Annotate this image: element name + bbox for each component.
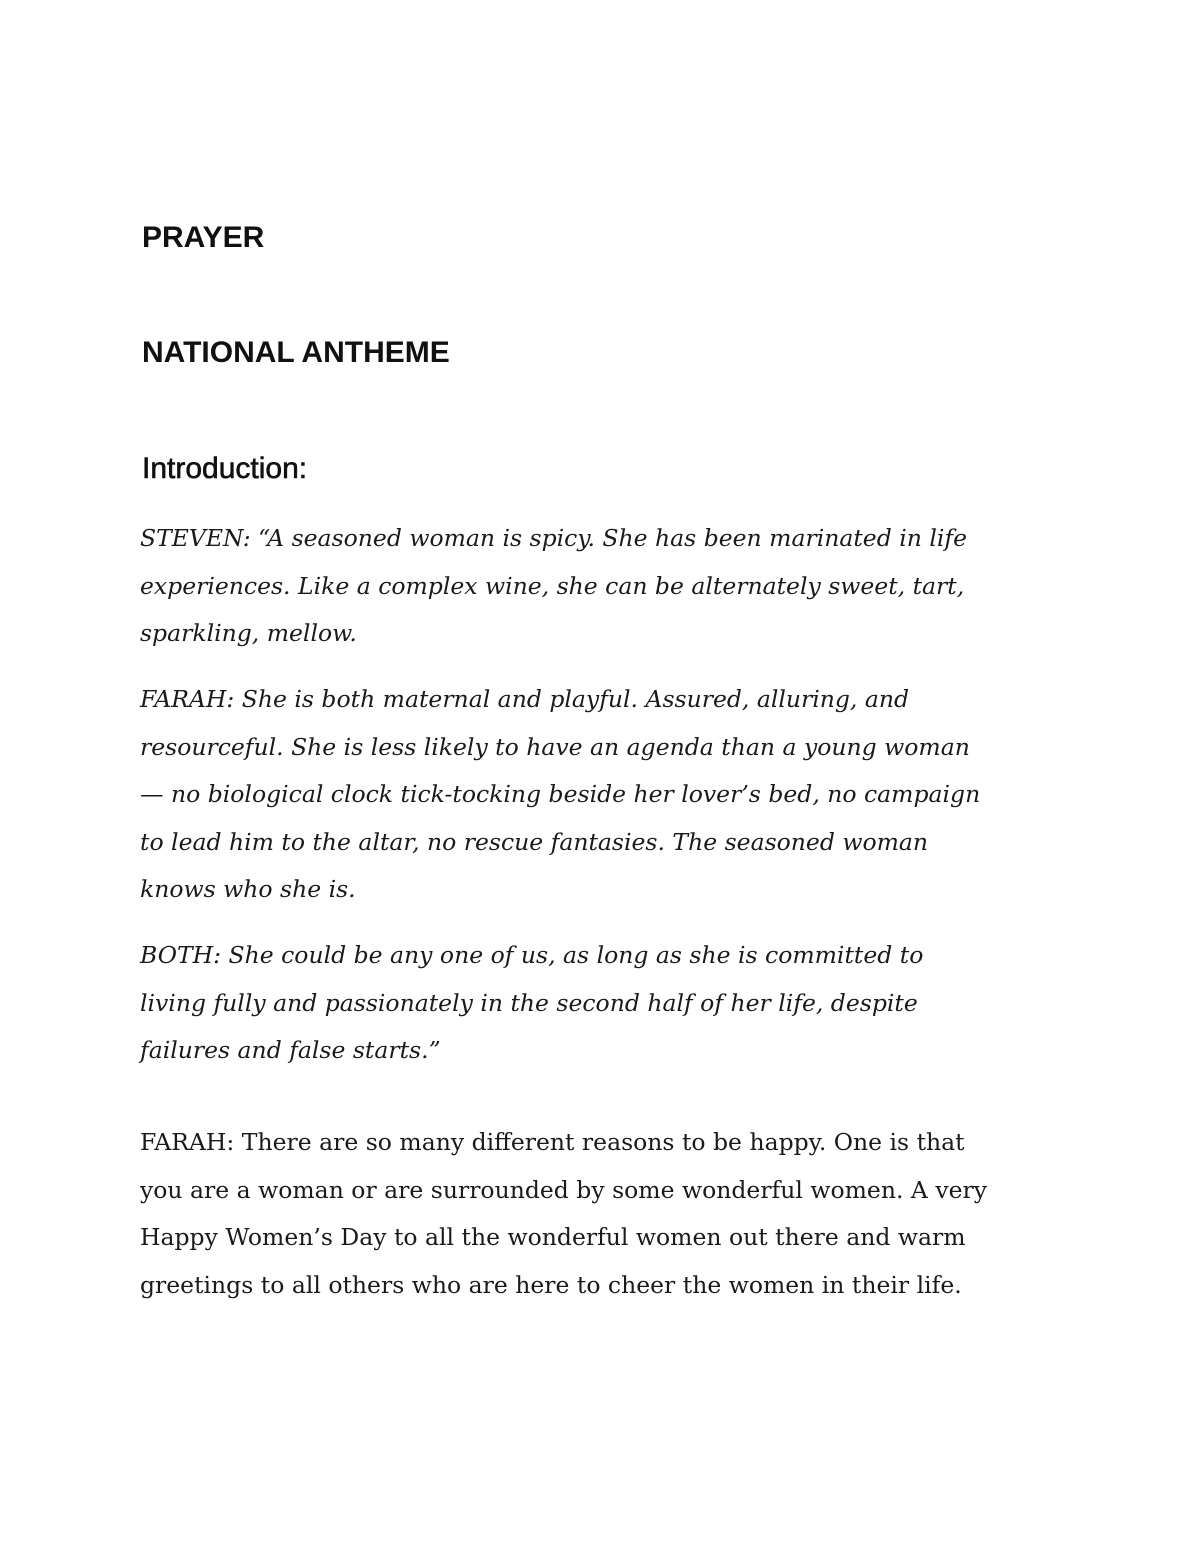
paragraph-line: resourceful. She is less likely to have an agenda than a young woman [140,732,970,761]
paragraph-line: BOTH: She could be any one of us, as long as she is committed to [140,941,924,969]
paragraph-line: FARAH: There are so many different reasons to be happy. One is that [140,1128,965,1156]
paragraph-line: FARAH: She is both maternal and playful. Assured, alluring, and [140,685,910,713]
both-quote-paragraph [140,932,1060,1075]
paragraph-line: Happy Women’s Day to all the wonderful women out there and warm [140,1223,966,1251]
paragraph-line: you are a woman or are surrounded by some wonderful women. A very [140,1175,988,1204]
paragraph-line: failures and false starts.” [140,1036,441,1064]
paragraph-line: sparkling, mellow. [140,619,357,647]
prayer-heading: PRAYER [142,221,265,254]
paragraph-line: to lead him to the altar, no rescue fantasies. The seasoned woman [140,827,929,856]
national-anthem-heading: NATIONAL ANTHEME [142,336,450,369]
paragraph-line: greetings to all others who are here to cheer the women in their life. [140,1270,962,1299]
paragraph-line: knows who she is. [140,875,356,903]
introduction-heading: Introduction: [142,452,308,485]
paragraph-line: living fully and passionately in the second half of her life, despite [140,988,918,1017]
paragraph-line: STEVEN: “A seasoned woman is spicy. She has been marinated in life [140,524,967,552]
paragraph-line: — no biological clock tick-tocking beside her lover’s bed, no campaign [140,780,981,808]
farah-closing-paragraph [140,1119,1060,1309]
steven-quote-paragraph [140,515,1060,658]
paragraph-line: experiences. Like a complex wine, she can be alternately sweet, tart, [140,571,965,600]
farah-quote-paragraph [140,676,1060,914]
